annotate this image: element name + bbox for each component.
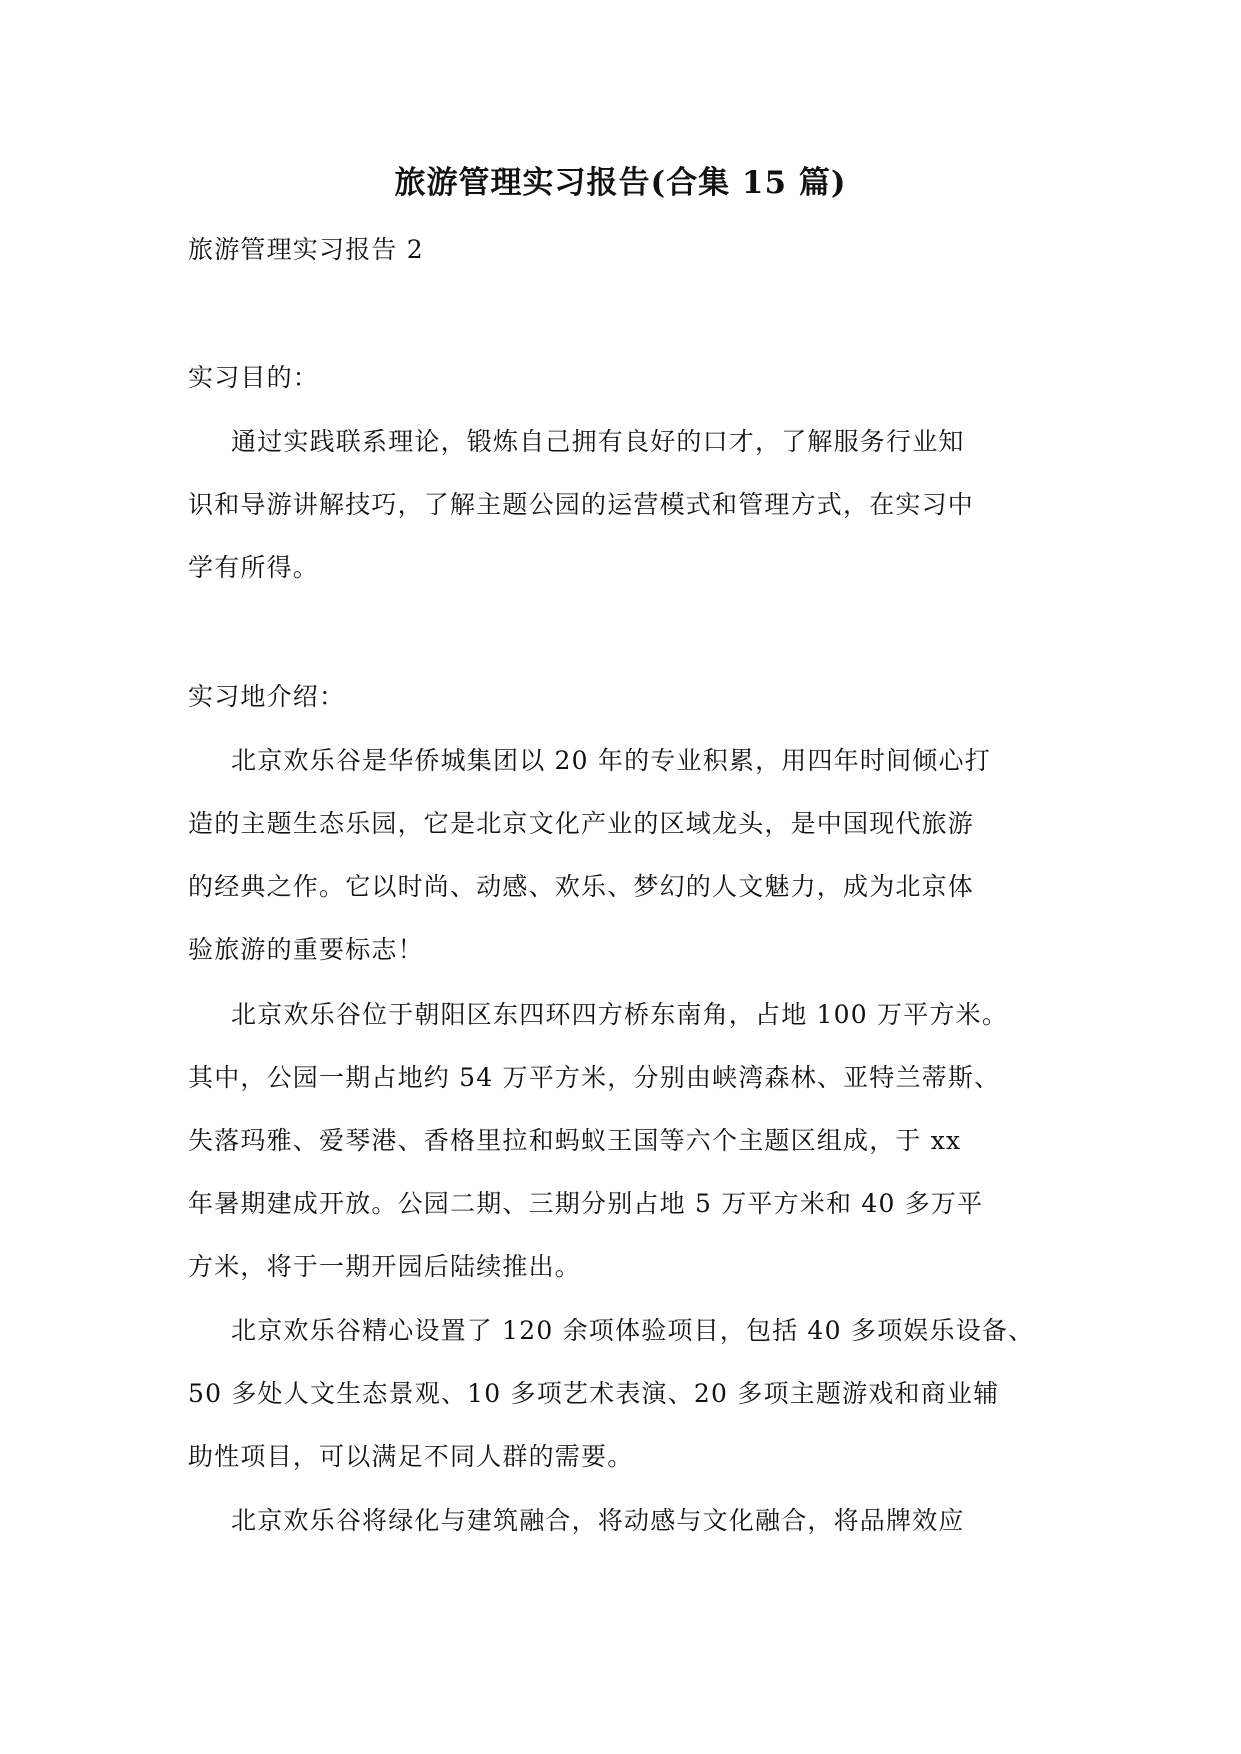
paragraph-line: 其中，公园一期占地约 54 万平方米，分别由峡湾森林、亚特兰蒂斯、 (188, 1063, 1001, 1092)
paragraph-line: 助性项目，可以满足不同人群的需要。 (188, 1442, 634, 1471)
paragraph-line: 通过实践联系理论，锻炼自己拥有良好的口才，了解服务行业知 (231, 427, 965, 456)
paragraph-line: 年暑期建成开放。公园二期、三期分别占地 5 万平方米和 40 多万平 (188, 1189, 984, 1218)
paragraph-line: 50 多处人文生态景观、10 多项艺术表演、20 多项主题游戏和商业辅 (188, 1379, 1000, 1408)
paragraph-line: 验旅游的重要标志！ (188, 935, 424, 964)
document-title: 旅游管理实习报告(合集 15 篇) (394, 165, 847, 201)
paragraph-line: 失落玛雅、爱琴港、香格里拉和蚂蚁王国等六个主题区组成，于 xx (188, 1126, 962, 1155)
paragraph-line: 方米，将于一期开园后陆续推出。 (188, 1252, 582, 1281)
paragraph-line: 造的主题生态乐园，它是北京文化产业的区域龙头，是中国现代旅游 (188, 809, 975, 838)
paragraph-line: 北京欢乐谷是华侨城集团以 20 年的专业积累，用四年时间倾心打 (231, 746, 991, 775)
paragraph-line: 北京欢乐谷位于朝阳区东四环四方桥东南角，占地 100 万平方米。 (231, 1000, 1009, 1029)
paragraph-line: 北京欢乐谷将绿化与建筑融合，将动感与文化融合，将品牌效应 (231, 1506, 965, 1535)
section-heading-site-intro: 实习地介绍： (188, 682, 346, 711)
paragraph-line: 学有所得。 (188, 553, 320, 582)
section-heading-purpose: 实习目的： (188, 363, 320, 392)
paragraph-line: 的经典之作。它以时尚、动感、欢乐、梦幻的人文魅力，成为北京体 (188, 872, 975, 901)
paragraph-line: 北京欢乐谷精心设置了 120 余项体验项目，包括 40 多项娱乐设备、 (231, 1316, 1035, 1345)
document-subtitle: 旅游管理实习报告 2 (188, 235, 424, 264)
paragraph-line: 识和导游讲解技巧，了解主题公园的运营模式和管理方式，在实习中 (188, 490, 975, 519)
